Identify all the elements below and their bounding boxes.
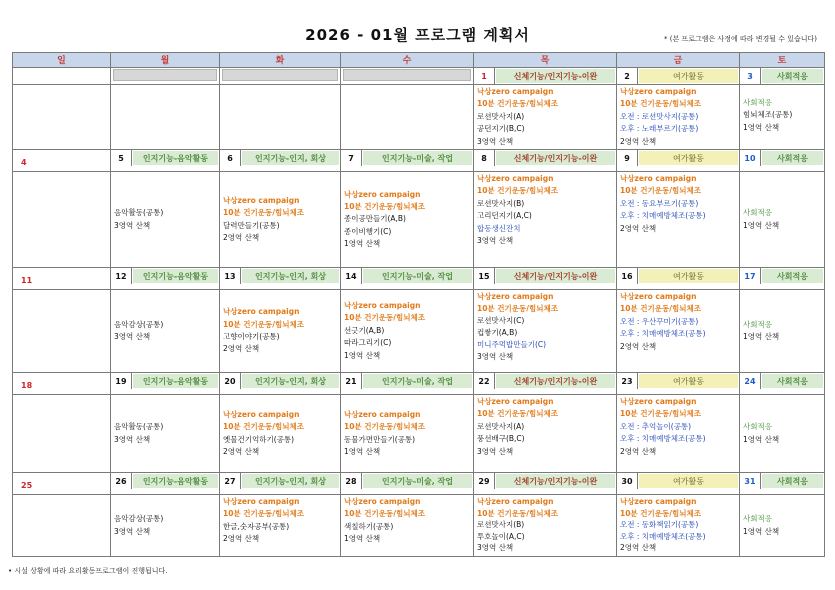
day-header-mon xyxy=(111,473,220,495)
activity-text: 고리던지기(A,C) xyxy=(477,211,532,221)
campaign-text: 낙상zero campaign xyxy=(620,397,697,407)
day-content-sun xyxy=(13,290,111,373)
walk-text: 1영역 산책 xyxy=(743,220,780,230)
day-number: 22 xyxy=(474,373,495,389)
day-number: 28 xyxy=(341,473,362,489)
weekday-wed: 수 xyxy=(341,53,474,68)
activity-tag: 신체기능/인지기능-이완 xyxy=(496,69,615,83)
walk-text: 1영역 산책 xyxy=(344,534,381,544)
walk-text: 2영역 산책 xyxy=(620,446,657,456)
activity-text: 종이공만들기(A,B) xyxy=(344,214,406,224)
campaign-text: 낙상zero campaign xyxy=(223,409,300,419)
activity-tag: 인지기능-음악활동 xyxy=(133,151,218,165)
walk-text: 3영역 산책 xyxy=(477,352,514,362)
day-header-tue xyxy=(220,150,341,172)
footer-note: • 시설 상황에 따라 요리활동프로그램이 진행됩니다. xyxy=(8,567,168,575)
day-header-wed xyxy=(341,268,474,290)
day-content-tue xyxy=(220,290,341,373)
activity-text: 공던지기(B,C) xyxy=(477,124,525,134)
activity-text: 로션맛사지(B) xyxy=(477,520,525,530)
weekday-thu: 목 xyxy=(474,53,617,68)
walk-text: 3영역 산책 xyxy=(477,236,514,246)
exercise-text: 10분 건기운동/힘뇌체조 xyxy=(477,304,558,314)
activity-text: 오전 : 추억놀이(공통) xyxy=(620,421,692,431)
walk-text: 2영역 산책 xyxy=(620,341,657,351)
campaign-text: 낙상zero campaign xyxy=(344,301,421,311)
day-content-thu xyxy=(474,495,617,557)
day-header-thu xyxy=(474,268,617,290)
campaign-text: 낙상zero campaign xyxy=(223,497,300,507)
activity-tag: 사회적응 xyxy=(762,269,823,283)
schedule-note: * (본 프로그램은 사정에 따라 변경될 수 있습니다) xyxy=(663,35,817,43)
day-number: 16 xyxy=(617,268,638,284)
exercise-text: 10분 건기운동/힘뇌체조 xyxy=(344,509,425,519)
day-number: 3 xyxy=(740,68,761,84)
day-header-mon xyxy=(111,373,220,395)
day-number: 12 xyxy=(111,268,132,284)
day-header-thu xyxy=(474,373,617,395)
day-content-tue xyxy=(220,495,341,557)
day-content-sun xyxy=(13,395,111,473)
activity-text: 힘뇌체조(공통) xyxy=(743,110,793,120)
campaign-text: 낙상zero campaign xyxy=(477,497,554,507)
activity-text: 사회적응 xyxy=(743,422,772,432)
day-header-thu xyxy=(474,68,617,85)
day-content-sun xyxy=(13,172,111,268)
day-number: 15 xyxy=(474,268,495,284)
page-title: 2026 - 01월 프로그램 계획서 xyxy=(305,26,530,44)
activity-text: 따라그리기(C) xyxy=(344,338,392,348)
day-number: 19 xyxy=(111,373,132,389)
walk-text: 1영역 산책 xyxy=(344,350,381,360)
exercise-text: 10분 건기운동/힘뇌체조 xyxy=(223,509,304,519)
week-1-content xyxy=(13,85,825,150)
day-header-wed xyxy=(341,150,474,172)
activity-text: 오후 : 치매예방체조(공통) xyxy=(620,211,706,221)
day-header-sun xyxy=(13,373,111,395)
activity-text: 선긋기(A,B) xyxy=(344,325,385,335)
weekday-fri: 금 xyxy=(617,53,740,68)
walk-text: 2영역 산책 xyxy=(223,534,260,544)
activity-text: 음악감상(공통) xyxy=(114,514,164,524)
day-content-tue xyxy=(220,172,341,268)
day-number: 17 xyxy=(740,268,761,284)
activity-text: 사회적응 xyxy=(743,208,772,218)
activity-text: 오전 : 동요부르기(공통) xyxy=(620,198,699,208)
activity-text: 사회적응 xyxy=(743,319,772,329)
weekday-sat: 토 xyxy=(740,53,825,68)
day-number: 11 xyxy=(21,276,33,286)
day-content-fri xyxy=(617,290,740,373)
campaign-text: 낙상zero campaign xyxy=(620,292,697,302)
day-content xyxy=(111,85,220,150)
campaign-text: 낙상zero campaign xyxy=(477,174,554,184)
day-header-sat xyxy=(740,473,825,495)
activity-text: 로션맛사지(A) xyxy=(477,111,525,121)
day-header-wed xyxy=(341,373,474,395)
week-2-content xyxy=(13,172,825,268)
walk-text: 3영역 산책 xyxy=(477,543,514,553)
campaign-text: 낙상zero campaign xyxy=(223,307,300,317)
exercise-text: 10분 건기운동/힘뇌체조 xyxy=(477,99,558,109)
week-5-header xyxy=(13,473,825,495)
event-text: 합동생신잔치 xyxy=(477,223,521,233)
day-content xyxy=(341,85,474,150)
activity-tag: 사회적응 xyxy=(762,374,823,388)
campaign-text: 낙상zero campaign xyxy=(620,497,697,507)
day-number: 27 xyxy=(220,473,241,489)
activity-tag: 신체기능/인지기능-이완 xyxy=(496,269,615,283)
activity-text: 옛물건기억하기(공통) xyxy=(223,434,295,444)
walk-text: 2영역 산책 xyxy=(223,232,260,242)
activity-text: 오후 : 치매예방체조(공통) xyxy=(620,531,706,541)
day-number: 24 xyxy=(740,373,761,389)
day-header-thu xyxy=(474,473,617,495)
activity-text: 색칠하기(공통) xyxy=(344,521,394,531)
exercise-text: 10분 건기운동/힘뇌체조 xyxy=(223,319,304,329)
day-content-thu xyxy=(474,172,617,268)
day-content-fri xyxy=(617,395,740,473)
day-number: 18 xyxy=(21,381,33,391)
weekday-header-row xyxy=(13,53,825,68)
empty-day xyxy=(341,68,474,85)
walk-text: 2영역 산책 xyxy=(620,136,657,146)
empty-day xyxy=(111,68,220,85)
day-content-sat xyxy=(740,495,825,557)
exercise-text: 10분 건기운동/힘뇌체조 xyxy=(620,304,701,314)
campaign-text: 낙상zero campaign xyxy=(344,497,421,507)
walk-text: 3영역 산책 xyxy=(114,526,151,536)
day-header-fri xyxy=(617,473,740,495)
day-content-thu xyxy=(474,290,617,373)
walk-text: 3영역 산책 xyxy=(477,446,514,456)
day-header-fri xyxy=(617,268,740,290)
day-header-sun xyxy=(13,150,111,172)
activity-text: 음악활동(공통) xyxy=(114,422,164,432)
activity-text: 투호놀이(A,C) xyxy=(477,531,525,541)
weekday-mon: 월 xyxy=(111,53,220,68)
day-content-fri xyxy=(617,85,740,150)
activity-tag: 신체기능/인지기능-이완 xyxy=(496,474,615,488)
week-5-content xyxy=(13,495,825,557)
activity-text: 종이비행기(C) xyxy=(344,226,392,236)
walk-text: 1영역 산책 xyxy=(344,446,381,456)
day-header-thu xyxy=(474,150,617,172)
day-content-wed xyxy=(341,290,474,373)
walk-text: 3영역 산책 xyxy=(114,434,151,444)
activity-tag: 신체기능/인지기능-이완 xyxy=(496,374,615,388)
day-number: 10 xyxy=(740,150,761,166)
activity-tag: 신체기능/인지기능-이완 xyxy=(496,151,615,165)
day-header-mon xyxy=(111,150,220,172)
campaign-text: 낙상zero campaign xyxy=(477,87,554,96)
activity-tag: 인지기능-미술, 작업 xyxy=(363,151,472,165)
activity-text: 음악활동(공통) xyxy=(114,208,164,218)
campaign-text: 낙상zero campaign xyxy=(477,397,554,407)
activity-text: 풍선배구(B,C) xyxy=(477,434,525,444)
day-content-fri xyxy=(617,495,740,557)
campaign-text: 낙상zero campaign xyxy=(477,292,554,302)
day-content-mon xyxy=(111,290,220,373)
day-header-wed xyxy=(341,473,474,495)
day-content-sun xyxy=(13,495,111,557)
exercise-text: 10분 건기운동/힘뇌체조 xyxy=(223,208,304,218)
exercise-text: 10분 건기운동/힘뇌체조 xyxy=(620,99,701,109)
day-content xyxy=(13,85,111,150)
day-header-sun xyxy=(13,473,111,495)
activity-tag: 사회적응 xyxy=(762,474,823,488)
activity-tag: 인지기능-인지, 회상 xyxy=(242,269,339,283)
day-content xyxy=(220,85,341,150)
walk-text: 2영역 산책 xyxy=(620,543,657,553)
activity-tag: 인지기능-음악활동 xyxy=(133,269,218,283)
day-header-tue xyxy=(220,473,341,495)
activity-text: 음악감상(공통) xyxy=(114,319,164,329)
day-number: 5 xyxy=(111,150,132,166)
activity-text: 한글,숫자공부(공통) xyxy=(223,521,290,531)
activity-text: 사회적응 xyxy=(743,98,772,107)
activity-text: 오후 : 치매예방체조(공통) xyxy=(620,329,706,339)
day-number: 2 xyxy=(617,68,638,84)
activity-tag: 사회적응 xyxy=(762,69,823,83)
day-number: 14 xyxy=(341,268,362,284)
day-content-fri xyxy=(617,172,740,268)
day-number: 21 xyxy=(341,373,362,389)
walk-text: 1영역 산책 xyxy=(743,434,780,444)
day-number: 30 xyxy=(617,473,638,489)
activity-text: 사회적응 xyxy=(743,514,772,524)
week-3-header xyxy=(13,268,825,290)
empty-day xyxy=(220,68,341,85)
walk-text: 1영역 산책 xyxy=(743,122,780,132)
activity-tag: 인지기능-미술, 작업 xyxy=(363,474,472,488)
day-number: 20 xyxy=(220,373,241,389)
day-header-sat xyxy=(740,268,825,290)
activity-text: 오전 : 우산꾸미기(공통) xyxy=(620,316,699,326)
day-header-fri xyxy=(617,373,740,395)
activity-text: 오전 : 동화책읽기(공통) xyxy=(620,520,699,530)
calendar-table xyxy=(12,52,825,557)
exercise-text: 10분 건기운동/힘뇌체조 xyxy=(344,313,425,323)
day-content-sat xyxy=(740,172,825,268)
day-number: 9 xyxy=(617,150,638,166)
activity-text: 컵쌓기(A,B) xyxy=(477,328,518,338)
activity-tag: 인지기능-인지, 회상 xyxy=(242,151,339,165)
activity-text: 로션맛사지(B) xyxy=(477,198,525,208)
walk-text: 1영역 산책 xyxy=(743,526,780,536)
empty-day xyxy=(13,68,111,85)
activity-text: 로션맛사지(A) xyxy=(477,421,525,431)
day-number: 25 xyxy=(21,481,33,491)
exercise-text: 10분 건기운동/힘뇌체조 xyxy=(223,422,304,432)
weekday-sun: 일 xyxy=(13,53,111,68)
campaign-text: 낙상zero campaign xyxy=(620,87,697,96)
activity-text: 오후 : 노래부르기(공통) xyxy=(620,124,699,134)
activity-tag: 여가활동 xyxy=(639,374,738,388)
day-number: 8 xyxy=(474,150,495,166)
activity-tag: 인지기능-미술, 작업 xyxy=(363,374,472,388)
exercise-text: 10분 건기운동/힘뇌체조 xyxy=(344,422,425,432)
activity-tag: 여가활동 xyxy=(639,69,738,83)
campaign-text: 낙상zero campaign xyxy=(344,409,421,419)
activity-tag: 인지기능-인지, 회상 xyxy=(242,474,339,488)
activity-tag: 인지기능-미술, 작업 xyxy=(363,269,472,283)
day-header-tue xyxy=(220,268,341,290)
week-3-content xyxy=(13,290,825,373)
day-number: 26 xyxy=(111,473,132,489)
day-content-sat xyxy=(740,85,825,150)
day-content-sat xyxy=(740,395,825,473)
day-content-wed xyxy=(341,395,474,473)
week-2-header xyxy=(13,150,825,172)
day-header-sat xyxy=(740,68,825,85)
walk-text: 3영역 산책 xyxy=(477,136,514,146)
day-content-mon xyxy=(111,395,220,473)
day-header-tue xyxy=(220,373,341,395)
day-content-mon xyxy=(111,172,220,268)
activity-tag: 인지기능-인지, 회상 xyxy=(242,374,339,388)
exercise-text: 10분 건기운동/힘뇌체조 xyxy=(620,409,701,419)
walk-text: 3영역 산책 xyxy=(114,332,151,342)
day-content-sat xyxy=(740,290,825,373)
exercise-text: 10분 건기운동/힘뇌체조 xyxy=(477,508,558,518)
walk-text: 3영역 산책 xyxy=(114,220,151,230)
day-header-sat xyxy=(740,373,825,395)
day-number: 13 xyxy=(220,268,241,284)
activity-tag: 인지기능-음악활동 xyxy=(133,474,218,488)
activity-text: 로션맛사지(C) xyxy=(477,316,525,326)
activity-tag: 여가활동 xyxy=(639,474,738,488)
weekday-tue: 화 xyxy=(220,53,341,68)
week-1-header xyxy=(13,68,825,85)
exercise-text: 10분 건기운동/힘뇌체조 xyxy=(344,201,425,211)
day-header-sat xyxy=(740,150,825,172)
event-text: 미니주먹밥만들기(C) xyxy=(477,340,547,350)
day-number: 31 xyxy=(740,473,761,489)
day-content-mon xyxy=(111,495,220,557)
day-header-sun xyxy=(13,268,111,290)
campaign-text: 낙상zero campaign xyxy=(223,195,300,205)
exercise-text: 10분 건기운동/힘뇌체조 xyxy=(620,186,701,196)
day-content-wed xyxy=(341,495,474,557)
day-header-mon xyxy=(111,268,220,290)
day-content-tue xyxy=(220,395,341,473)
activity-text: 오전 : 로션맛사지(공통) xyxy=(620,111,699,121)
day-header-fri xyxy=(617,68,740,85)
day-content-thu xyxy=(474,85,617,150)
week-4-header xyxy=(13,373,825,395)
campaign-text: 낙상zero campaign xyxy=(344,189,421,199)
activity-tag: 여가활동 xyxy=(639,151,738,165)
activity-text: 오후 : 치매예방체조(공통) xyxy=(620,434,706,444)
day-number: 29 xyxy=(474,473,495,489)
week-4-content xyxy=(13,395,825,473)
day-header-fri xyxy=(617,150,740,172)
activity-text: 동물가면만들기(공통) xyxy=(344,434,416,444)
walk-text: 2영역 산책 xyxy=(223,446,260,456)
exercise-text: 10분 건기운동/힘뇌체조 xyxy=(477,409,558,419)
activity-text: 달력만들기(공통) xyxy=(223,220,280,230)
walk-text: 2영역 산책 xyxy=(620,223,657,233)
walk-text: 1영역 산책 xyxy=(743,332,780,342)
day-content-wed xyxy=(341,172,474,268)
day-number: 1 xyxy=(474,68,495,84)
walk-text: 1영역 산책 xyxy=(344,239,381,249)
campaign-text: 낙상zero campaign xyxy=(620,174,697,184)
day-number: 6 xyxy=(220,150,241,166)
day-number: 23 xyxy=(617,373,638,389)
activity-text: 고향이야기(공통) xyxy=(223,332,280,342)
walk-text: 2영역 산책 xyxy=(223,344,260,354)
day-number: 7 xyxy=(341,150,362,166)
day-number: 4 xyxy=(21,158,27,168)
activity-tag: 사회적응 xyxy=(762,151,823,165)
activity-tag: 여가활동 xyxy=(639,269,738,283)
day-content-thu xyxy=(474,395,617,473)
exercise-text: 10분 건기운동/힘뇌체조 xyxy=(620,508,701,518)
activity-tag: 인지기능-음악활동 xyxy=(133,374,218,388)
exercise-text: 10분 건기운동/힘뇌체조 xyxy=(477,186,558,196)
